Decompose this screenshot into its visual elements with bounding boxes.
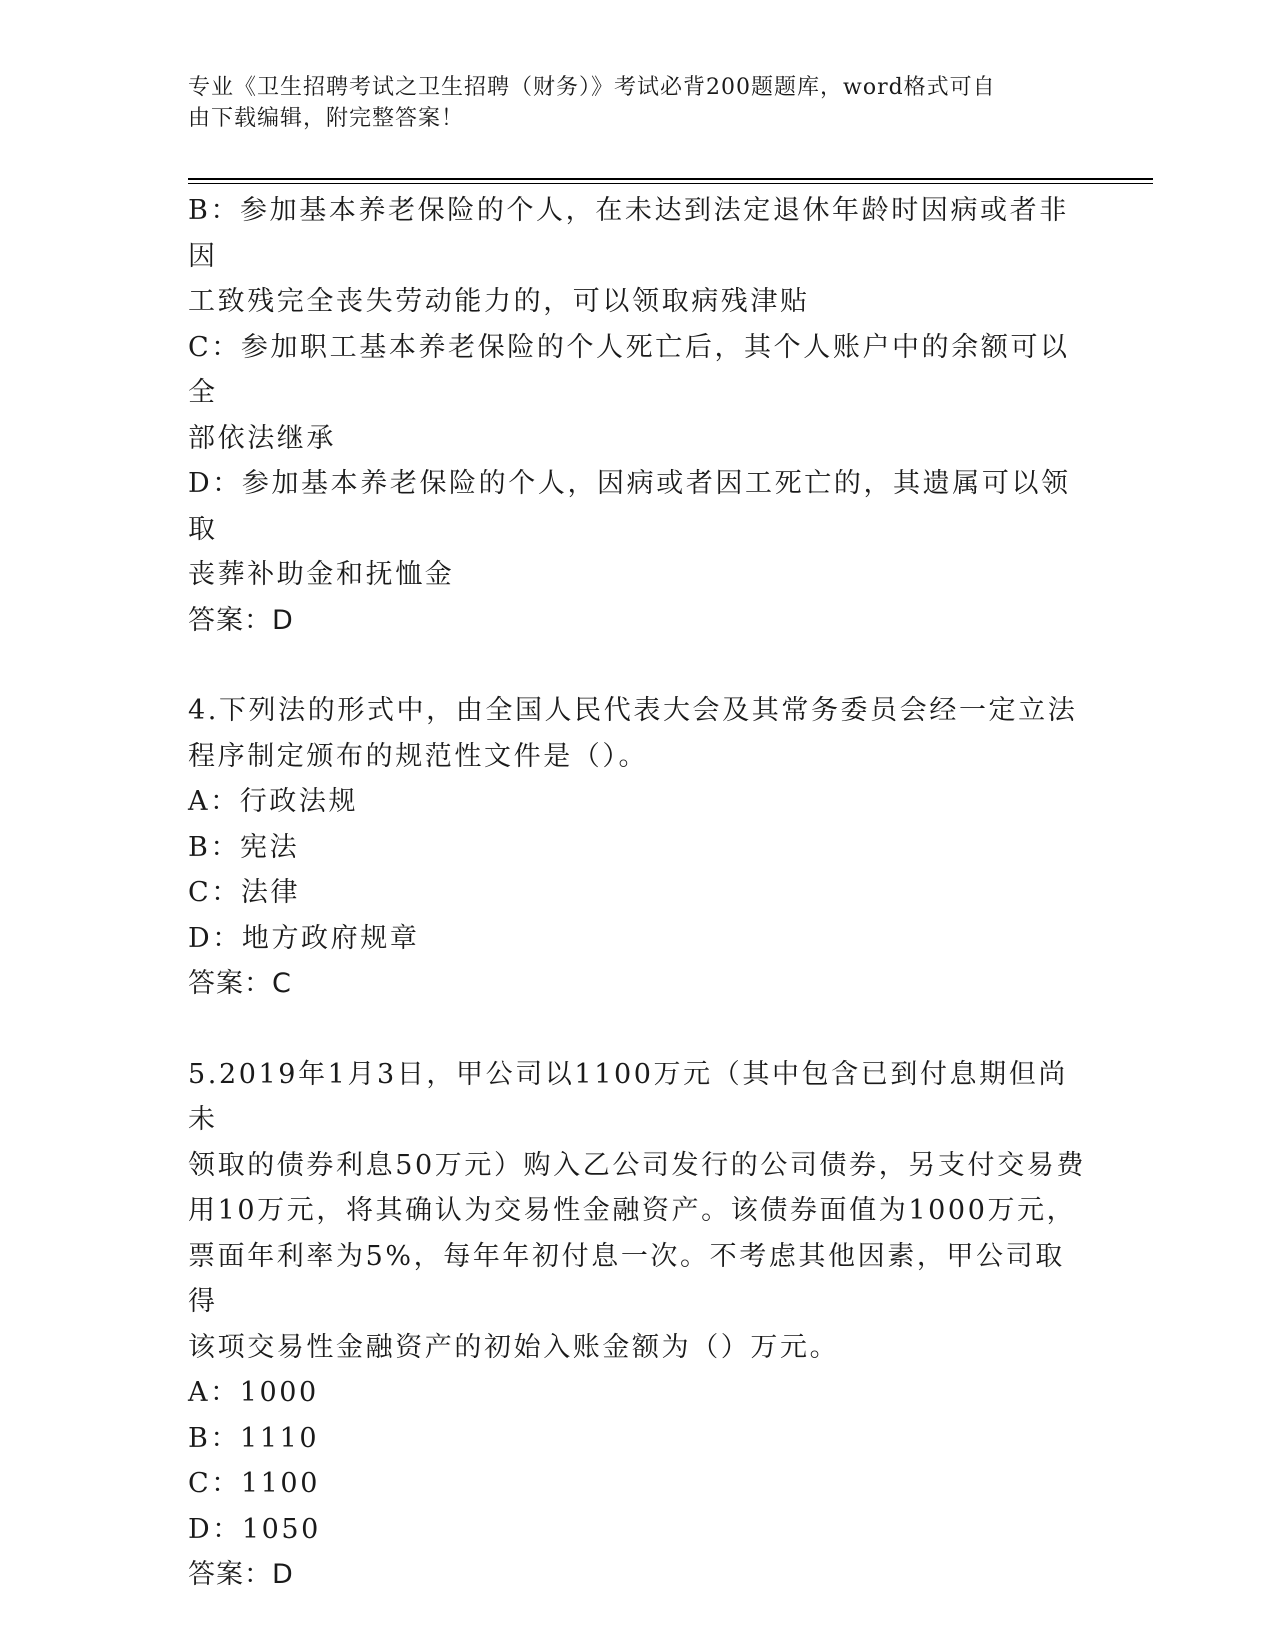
q3-option-d-line-2: 丧葬补助金和抚恤金 <box>188 559 455 590</box>
q3-option-d-line-1: D：参加基本养老保险的个人，因病或者因工死亡的，其遗属可以领取 <box>188 468 1071 545</box>
q5-stem-line-5: 该项交易性金融资产的初始入账金额为（）万元。 <box>188 1331 840 1363</box>
q4-option-d: D：地方政府规章 <box>188 922 420 954</box>
q4-option-b: B：宪法 <box>188 831 300 863</box>
question-4 <box>188 688 1088 1007</box>
q5-option-a: A：1000 <box>188 1377 319 1408</box>
document-body <box>188 188 1088 1598</box>
header-title-line-1: 专业《卫生招聘考试之卫生招聘（财务）》考试必背200题题库，word格式可自 <box>188 75 996 100</box>
header-title-line-2: 由下载编辑，附完整答案！ <box>188 106 465 131</box>
q4-option-c: C：法律 <box>188 877 301 908</box>
question-3-continued <box>188 188 1088 643</box>
header-divider-thin <box>188 183 1153 184</box>
q4-stem-line-2: 程序制定颁布的规范性文件是（）。 <box>188 740 649 772</box>
q5-option-b: B：1110 <box>188 1422 320 1454</box>
q3-option-b-line-2: 工致残完全丧失劳动能力的，可以领取病残津贴 <box>188 286 810 317</box>
q4-stem-line-1: 4.下列法的形式中，由全国人民代表大会及其常务委员会经一定立法 <box>188 695 1078 726</box>
q3-option-c-line-1: C：参加职工基本养老保险的个人死亡后，其个人账户中的余额可以全 <box>188 331 1070 408</box>
header-divider-thick <box>188 178 1153 180</box>
spacer <box>188 643 1088 688</box>
q5-answer: 答案：D <box>188 1559 294 1590</box>
q5-option-c: C：1100 <box>188 1468 320 1499</box>
q4-option-a: A：行政法规 <box>188 786 359 817</box>
question-5 <box>188 1052 1088 1598</box>
q5-option-d: D：1050 <box>188 1513 321 1545</box>
q3-option-c-line-2: 部依法继承 <box>188 422 336 454</box>
document-header <box>188 72 1068 134</box>
q5-stem-line-3: 用10万元，将其确认为交易性金融资产。该债券面值为1000万元， <box>188 1195 1077 1226</box>
q5-stem-line-2: 领取的债券利息50万元）购入乙公司发行的公司债券，另支付交易费 <box>188 1149 1086 1181</box>
q4-answer: 答案：C <box>188 968 292 999</box>
q5-stem-line-1: 5.2019年1月3日，甲公司以1100万元（其中包含已到付息期但尚未 <box>188 1058 1068 1135</box>
spacer <box>188 1007 1088 1052</box>
q5-stem-line-4: 票面年利率为5%，每年年初付息一次。不考虑其他因素，甲公司取得 <box>188 1240 1065 1317</box>
q3-answer: 答案：D <box>188 604 294 636</box>
q3-option-b-line-1: B：参加基本养老保险的个人，在未达到法定退休年龄时因病或者非因 <box>188 195 1069 272</box>
